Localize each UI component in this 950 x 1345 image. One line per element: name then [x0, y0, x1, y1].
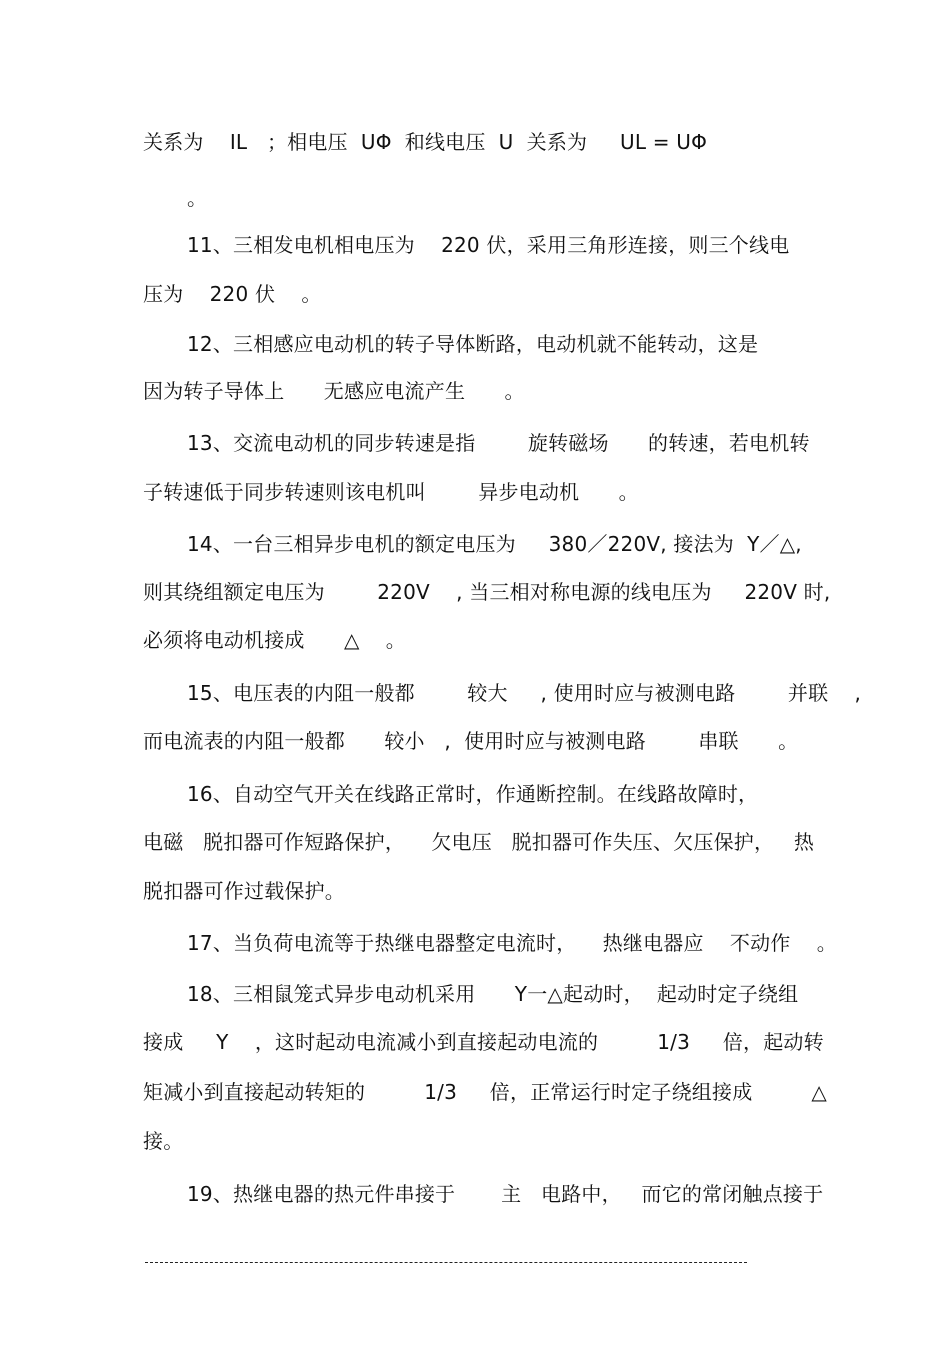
text-line: 子转速低于同步转速则该电机叫 异步电动机 。 — [143, 480, 639, 504]
text-line: 因为转子导体上 无感应电流产生 。 — [143, 379, 525, 403]
text-line: 接。 — [143, 1129, 184, 1153]
text-line: 15、电压表的内阻一般都 较大 , 使用时应与被测电路 并联 , — [187, 681, 862, 705]
text-line: 17、当负荷电流等于热继电器整定电流时， 热继电器应 不动作 。 — [187, 931, 837, 955]
text-line: 14、一台三相异步电机的额定电压为 380／220V, 接法为 Y／△, — [187, 532, 802, 556]
text-line: 16、自动空气开关在线路正常时，作通断控制。在线路故障时， — [187, 782, 759, 806]
text-line: 则其绕组额定电压为 220V , 当三相对称电源的线电压为 220V 时, — [143, 580, 831, 604]
text-line: 12、三相感应电动机的转子导体断路，电动机就不能转动，这是 — [187, 332, 759, 356]
text-line: 电磁 脱扣器可作短路保护， 欠电压 脱扣器可作失压、欠压保护， 热 — [143, 830, 815, 854]
text-line: 关系为 IL ；相电压 UΦ 和线电压 U 关系为 UL = UΦ — [143, 130, 708, 154]
text-line: 接成 Y ，这时起动电流减小到直接起动电流的 1/3 倍，起动转 — [143, 1030, 824, 1054]
text-line: 必须将电动机接成 △ 。 — [143, 628, 406, 652]
text-line: 18、三相鼠笼式异步电动机采用 Y一△起动时， 起动时定子绕组 — [187, 982, 799, 1006]
text-line: 矩减小到直接起动转矩的 1/3 倍，正常运行时定子绕组接成 △ — [143, 1080, 827, 1104]
text-line: 脱扣器可作过载保护。 — [143, 879, 345, 903]
text-line: 19、热继电器的热元件串接于 主 电路中， 而它的常闭触点接于 — [187, 1182, 824, 1206]
text-line: 11、三相发电机相电压为 220 伏，采用三角形连接，则三个线电 — [187, 233, 790, 257]
text-line: 而电流表的内阻一般都 较小 , 使用时应与被测电路 串联 。 — [143, 729, 799, 753]
text-line: 压为 220 伏 。 — [143, 282, 322, 306]
text-line: 。 — [187, 186, 208, 210]
text-line: 13、交流电动机的同步转速是指 旋转磁场 的转速，若电机转 — [187, 431, 810, 455]
page-footer-divider — [145, 1262, 747, 1263]
